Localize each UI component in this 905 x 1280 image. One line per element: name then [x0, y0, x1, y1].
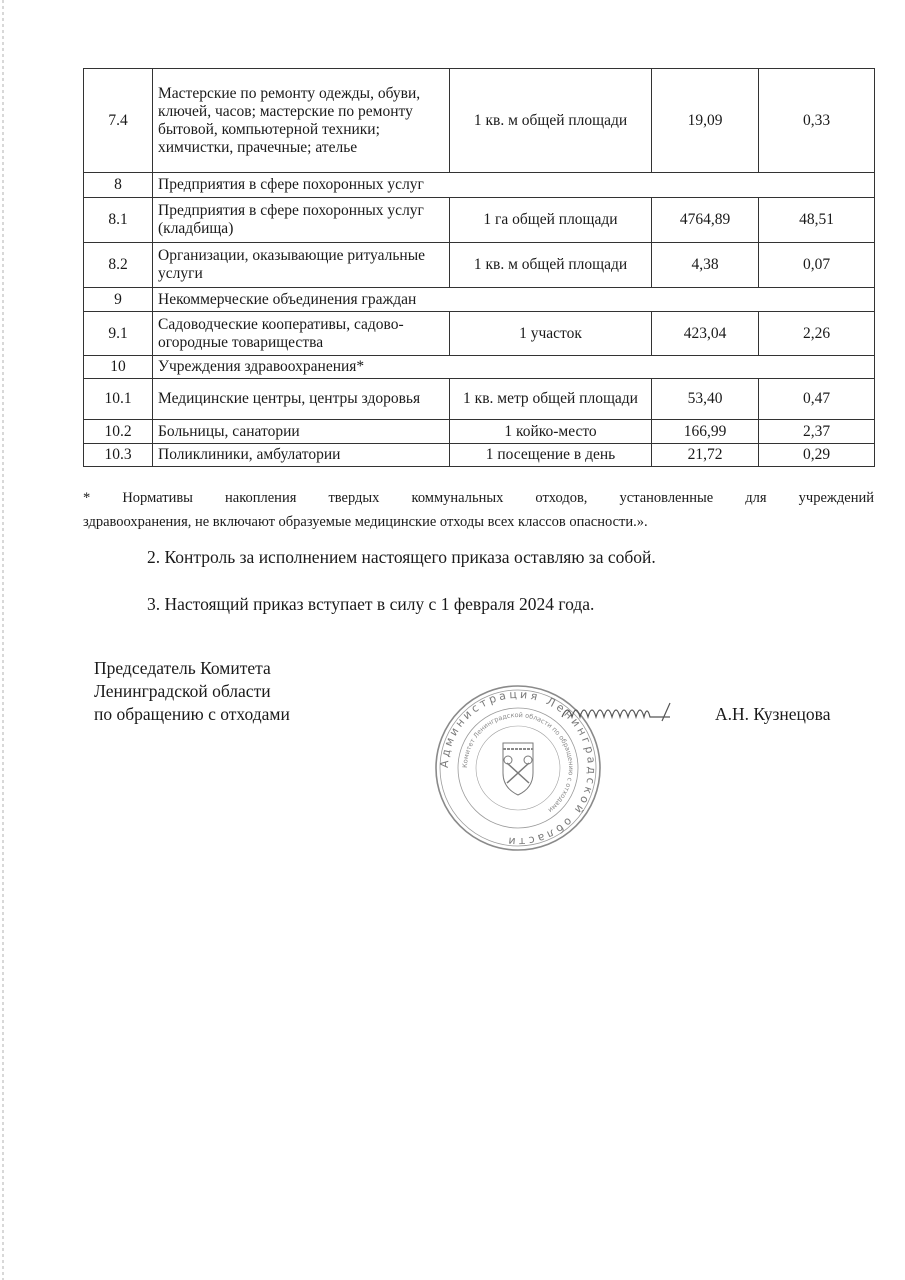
- table-section-row: [84, 173, 875, 198]
- row-value-2: 2,37: [759, 420, 875, 444]
- row-unit: 1 кв. метр общей площади: [450, 379, 652, 420]
- norms-table: [83, 68, 875, 467]
- row-number: 10.3: [84, 444, 153, 467]
- row-value-1: 19,09: [652, 69, 759, 173]
- row-value-2: 48,51: [759, 198, 875, 243]
- row-number: 10.1: [84, 379, 153, 420]
- row-description: Предприятия в сфере похоронных услуг (кладбища): [153, 198, 450, 243]
- row-description: Медицинские центры, центры здоровья: [153, 379, 450, 420]
- row-unit: 1 участок: [450, 312, 652, 356]
- table-row: [84, 420, 875, 444]
- table-section-row: [84, 356, 875, 379]
- row-description: Садоводческие кооперативы, садово-огородные товарищества: [153, 312, 450, 356]
- row-unit: 1 кв. м общей площади: [450, 243, 652, 288]
- footnote-line-2: здравоохранения, не включают образуемые медицинские отходы всех классов опасности.».: [83, 514, 648, 530]
- stamp-inner-text: Комитет Ленинградской области по обращению с отходами: [460, 710, 576, 815]
- row-unit: 1 койко-место: [450, 420, 652, 444]
- table-row: [84, 243, 875, 288]
- row-value-2: 0,33: [759, 69, 875, 173]
- row-number: 10.2: [84, 420, 153, 444]
- table-section-row: [84, 288, 875, 312]
- row-number: 7.4: [84, 69, 153, 173]
- row-description: Мастерские по ремонту одежды, обуви, ключей, часов; мастерские по ремонту бытовой, компьютерной техники; химчистки, прачечные; ателье: [153, 69, 450, 173]
- stamp-outer-text: Администрация Ленинградской области: [437, 687, 599, 849]
- row-description: Организации, оказывающие ритуальные услуги: [153, 243, 450, 288]
- row-value-1: 53,40: [652, 379, 759, 420]
- row-unit: 1 посещение в день: [450, 444, 652, 467]
- section-title: Предприятия в сфере похоронных услуг: [153, 173, 875, 198]
- table-row: [84, 379, 875, 420]
- footnote: [83, 486, 874, 534]
- row-number: 8: [84, 173, 153, 198]
- row-value-1: 166,99: [652, 420, 759, 444]
- section-title: Некоммерческие объединения граждан: [153, 288, 875, 312]
- table-row: [84, 312, 875, 356]
- row-value-1: 21,72: [652, 444, 759, 467]
- signer-position: [94, 657, 290, 726]
- row-number: 9: [84, 288, 153, 312]
- row-unit: 1 га общей площади: [450, 198, 652, 243]
- row-value-2: 2,26: [759, 312, 875, 356]
- position-line-3: по обращению с отходами: [94, 704, 290, 724]
- signer-name: А.Н. Кузнецова: [715, 704, 831, 724]
- row-value-2: 0,29: [759, 444, 875, 467]
- row-value-1: 423,04: [652, 312, 759, 356]
- row-number: 8.2: [84, 243, 153, 288]
- footnote-line-1: * Нормативы накопления твердых коммунальных отходов, установленные для учреждений: [83, 490, 874, 506]
- scan-edge-artifact: [2, 0, 4, 1280]
- row-description: Поликлиники, амбулатории: [153, 444, 450, 467]
- table-row: [84, 444, 875, 467]
- row-number: 9.1: [84, 312, 153, 356]
- position-line-1: Председатель Комитета: [94, 658, 271, 678]
- handwritten-signature-icon: [560, 697, 690, 727]
- row-number: 8.1: [84, 198, 153, 243]
- position-line-2: Ленинградской области: [94, 681, 271, 701]
- row-value-2: 0,07: [759, 243, 875, 288]
- section-title: Учреждения здравоохранения*: [153, 356, 875, 379]
- row-value-1: 4,38: [652, 243, 759, 288]
- table-row: [84, 198, 875, 243]
- row-value-2: 0,47: [759, 379, 875, 420]
- paragraph-2: 2. Контроль за исполнением настоящего приказа оставляю за собой.: [147, 547, 656, 567]
- table-row: [84, 69, 875, 173]
- svg-text:Комитет Ленинградской области: [461, 711, 575, 814]
- row-unit: 1 кв. м общей площади: [450, 69, 652, 173]
- row-number: 10: [84, 356, 153, 379]
- row-description: Больницы, санатории: [153, 420, 450, 444]
- row-value-1: 4764,89: [652, 198, 759, 243]
- paragraph-3: 3. Настоящий приказ вступает в силу с 1 февраля 2024 года.: [147, 594, 595, 614]
